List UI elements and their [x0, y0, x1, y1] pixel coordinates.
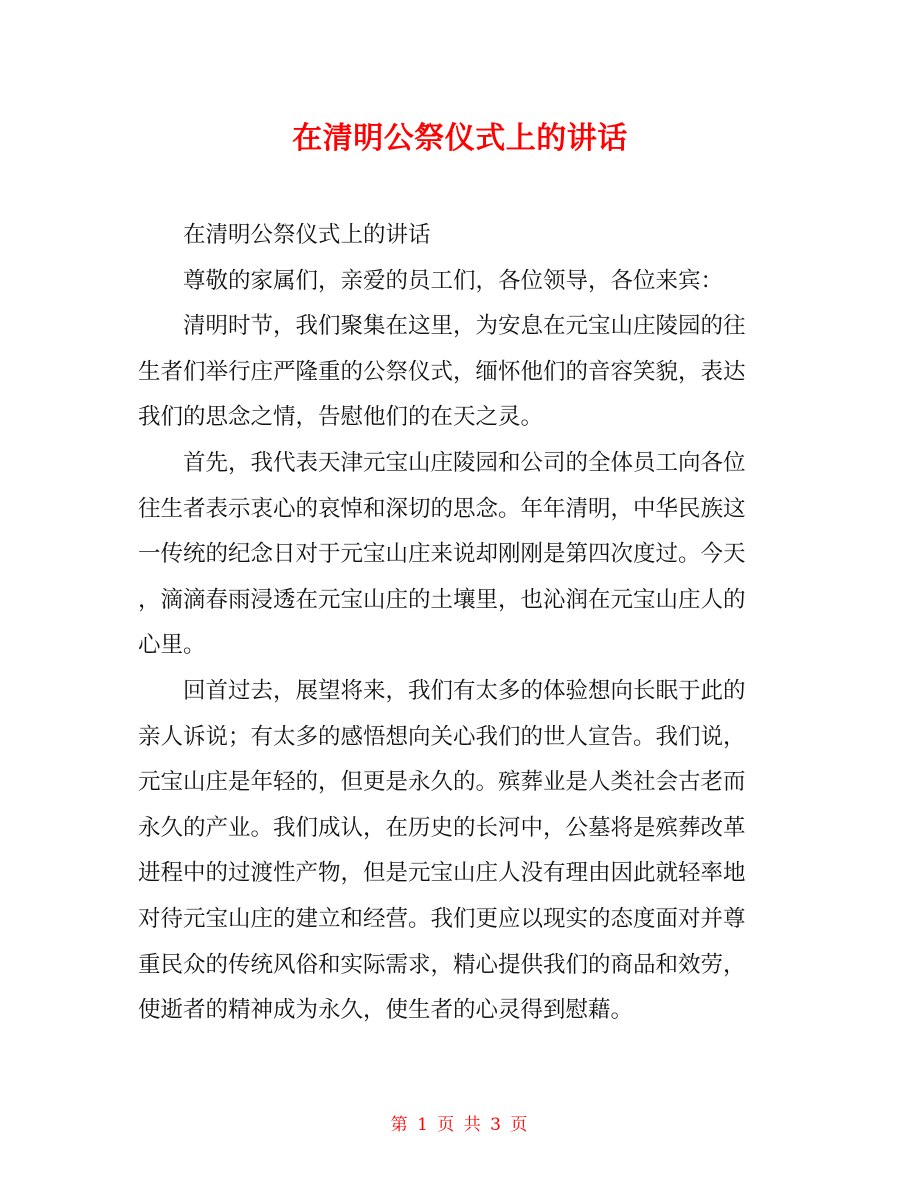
text-line: 回首过去，展望将来，我们有太多的体验想向长眠于此的: [183, 677, 746, 704]
text-line: 尊敬的家属们，亲爱的员工们，各位领导，各位来宾：: [183, 267, 724, 294]
text-line: 亲人诉说；有太多的感悟想向关心我们的世人宣告。我们说，: [138, 723, 746, 750]
document-title: 在清明公祭仪式上的讲话: [292, 121, 628, 156]
page-number-footer: 第 1 页 共 3 页: [390, 1115, 530, 1135]
paragraph-retrospect: [138, 669, 788, 1034]
paragraph-salutation: [138, 259, 788, 305]
text-line: 清明时节，我们聚集在这里，为安息在元宝山庄陵园的往: [183, 313, 746, 340]
text-line: 往生者表示衷心的哀悼和深切的思念。年年清明，中华民族这: [138, 495, 746, 522]
text-line: 我们的思念之情，告慰他们的在天之灵。: [138, 404, 544, 431]
text-line: 重民众的传统风俗和实际需求，精心提供我们的商品和效劳，: [138, 951, 746, 978]
document-body: [138, 213, 788, 1034]
paragraph-first: [138, 441, 788, 669]
text-line: 永久的产业。我们成认，在历史的长河中，公墓将是殡葬改革: [138, 814, 746, 841]
text-line: 进程中的过渡性产物，但是元宝山庄人没有理由因此就轻率地: [138, 860, 746, 887]
text-line: 在清明公祭仪式上的讲话: [183, 222, 431, 248]
text-line: 一传统的纪念日对于元宝山庄来说却刚刚是第四次度过。今天: [138, 541, 746, 568]
text-line: 首先，我代表天津元宝山庄陵园和公司的全体员工向各位: [183, 449, 746, 476]
text-line: ，滴滴春雨浸透在元宝山庄的土壤里，也沁润在元宝山庄人的: [138, 586, 746, 613]
text-line: 使逝者的精神成为永久，使生者的心灵得到慰藉。: [138, 997, 634, 1024]
text-line: 生者们举行庄严隆重的公祭仪式，缅怀他们的音容笑貌，表达: [138, 358, 746, 385]
paragraph-opening: [138, 304, 788, 441]
text-line: 元宝山庄是年轻的，但更是永久的。殡葬业是人类社会古老而: [138, 769, 746, 796]
paragraph-heading-repeat: [138, 213, 788, 259]
text-line: 对待元宝山庄的建立和经营。我们更应以现实的态度面对并尊: [138, 905, 746, 932]
text-line: 心里。: [138, 632, 206, 659]
